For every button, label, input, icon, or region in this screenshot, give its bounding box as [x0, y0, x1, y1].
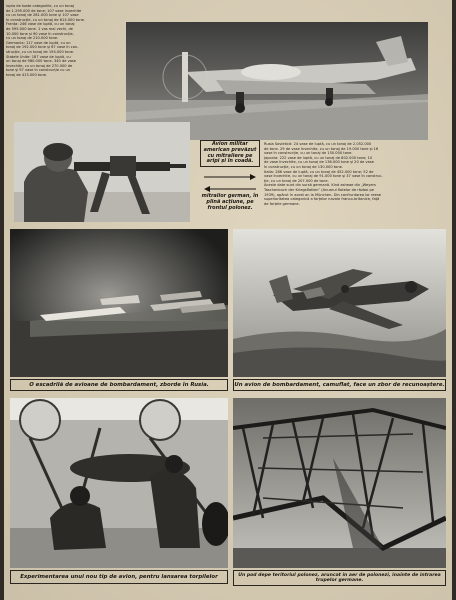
naval-stats-text-top [6, 4, 124, 114]
squadron-illustration [10, 229, 228, 377]
text-line: Taschenbuch der Kriegsflotten” (Anuarul flotelor de război pe [264, 187, 374, 192]
text-line: de 1.295.000 de tone; 107 vase invechite [6, 8, 82, 13]
photo-torpedo-plane [10, 398, 228, 568]
callout-top-text: Avion militar american prevăzut cu mitraliere pe aripi și în coadă. [200, 140, 260, 167]
caption-bomber-squadron: O escadrilă de avioane de bombardament, zborde în Rusia. [10, 379, 228, 391]
gunner-illustration [14, 122, 190, 222]
photo-machine-gunner [14, 122, 190, 222]
text-line: 1939), apărut în acest an la München. Din confruntarea lor reese [264, 192, 381, 197]
text-line: Germania: 117 vase de luptă, cu un [6, 40, 71, 45]
text-line: vase în construcție, cu un tonaj de 150.000 tone. [264, 151, 353, 156]
text-line: 10.000 tone și 90 vase în construcție, [6, 31, 74, 36]
text-line: de 595.000 tone. 1 vas mai vechi, de [6, 26, 74, 31]
text-line: strucție, cu un tonaj de 194.000 tone. [6, 49, 75, 54]
text-line: tonaj de 192.000 tone și 67 vase în con- [6, 45, 79, 50]
text-line: în construcție, cu un tonaj de 130.000 tone. [264, 164, 343, 169]
text-line: Aceste date sunt din sursă germană. Kind asheae din „Weyers [264, 183, 376, 188]
text-line: Franța: 246 vase de luptă, cu un tonaj [6, 22, 75, 27]
text-line: vase învechite, cu un tonaj de 91.000 tone și 37 vase în construc- [264, 174, 383, 179]
magazine-page [4, 0, 452, 600]
caption-torpedo-plane: Experimentarea unui nou tip de avion, pentru lansarea torpilelor [10, 570, 228, 584]
text-line: de vase învechite, cu un tonaj de 136.000 tone și 20 de vase [264, 160, 374, 165]
torpedo-plane-illustration [10, 398, 228, 568]
arrow-right-icon [204, 174, 256, 180]
text-line: Italia: 286 vase de luptă, cu un tonaj de 452.000 tone; 52 de [264, 169, 374, 174]
text-line: Rusia Sovietică: 24 vase de luptă, cu un tonaj de 2.052.000 [264, 142, 372, 146]
arrow-left-icon [204, 186, 256, 192]
text-line: Japonia: 222 vase de luptă, cu un tonaj de 802.000 tone; 10 [264, 155, 373, 160]
text-line: un tonaj de 980.000 tone. 340 de vase [6, 59, 76, 64]
text-line: tone și 97 vase în construcție cu un [6, 68, 71, 73]
caption-destroyed-bridge: Un pod depe teritoriul polonez, aruncat în aer de polonezi, înainte de intrarea trupelor germane. [233, 570, 446, 586]
caption-camouflaged-bomber: Un avion de bombardament, camuflat, face un zbor de recunoaștere. [233, 379, 446, 391]
callout-bottom-text: mitralior german, în plină acțiune, pe frontul polonez. [201, 193, 259, 211]
text-line: în construcție, cu un tonaj de 614.000 tone. [6, 17, 85, 22]
camouflaged-bomber-illustration [233, 229, 446, 377]
text-line: de forțele germane. [264, 201, 300, 206]
text-line: tonaj de 413.000 tone. [6, 72, 48, 77]
bridge-illustration [233, 398, 446, 568]
text-line: superioritatea categorică a forțelor navale franco-britanice, față [264, 197, 380, 202]
naval-stats-text-right [264, 142, 440, 224]
photo-camouflaged-bomber [233, 229, 446, 377]
text-line: de tone. 29 de vase învechite, cu un tonaj de 19.000 tone și 16 [264, 146, 379, 151]
text-line: cu un tonaj de 210.000 tone. [6, 36, 59, 41]
text-line: Statele Unite: 187 vase de luptă, cu [6, 54, 71, 59]
text-line: învechite, cu un tonaj de 270.000 de [6, 63, 73, 68]
text-line: cu un tonaj de 281.000 tone și 107 vase [6, 13, 79, 18]
text-line: lupta de toate categoriile, cu un tonaj [6, 4, 74, 8]
callout-box [200, 140, 260, 220]
text-line: ție, cu un tonaj de 207.000 de tone. [264, 178, 329, 183]
photo-destroyed-bridge [233, 398, 446, 568]
photo-bomber-squadron [10, 229, 228, 377]
